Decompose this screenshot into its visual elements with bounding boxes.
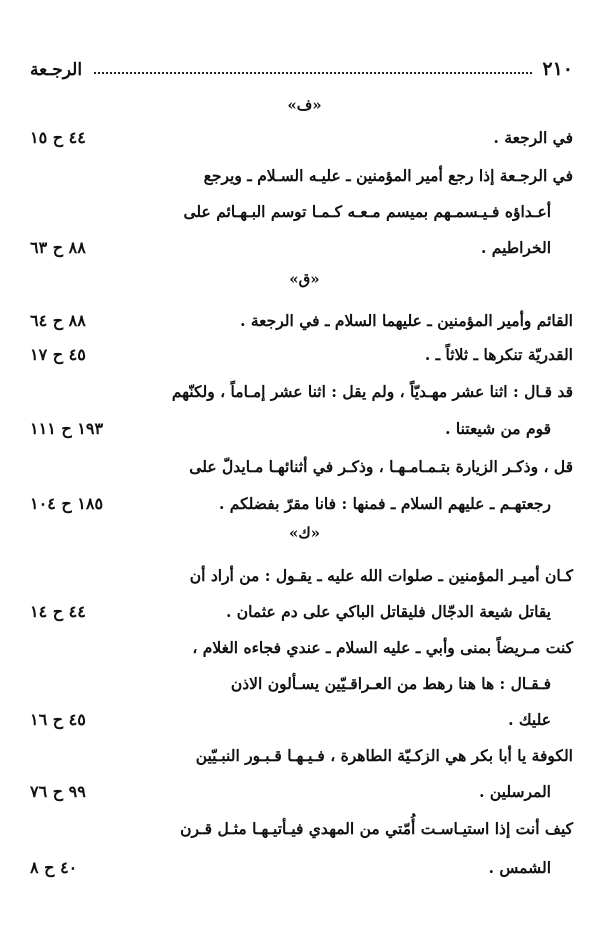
index-line	[30, 305, 573, 335]
entry-text: رجعتهـم ـ عليهم السلام ـ فمنها : فانا مقرّ بفضلكم .	[219, 493, 551, 513]
section-heading-fa: «ف»	[287, 96, 322, 114]
entry-reference: ٤٤ ح ١٥	[30, 127, 86, 147]
index-line	[30, 232, 573, 262]
entry-reference: ٤٥ ح ١٦	[30, 709, 86, 729]
entry-reference: ٤٠ ح ٨	[30, 857, 78, 877]
index-line	[30, 852, 573, 882]
index-line	[30, 632, 573, 662]
entry-text: في الرجعة .	[493, 127, 573, 147]
index-line	[30, 196, 573, 226]
entry-text: الخراطيم .	[480, 237, 551, 257]
entry-reference: ١٨٥ ح ١٠٤	[30, 493, 104, 513]
entry-text: فـقـال : ها هنا رهط من العـراقـيّين يسـألون الاذن	[230, 673, 551, 693]
entry-reference: ٨٨ ح ٦٣	[30, 237, 86, 257]
entry-text: المرسلين .	[479, 781, 551, 801]
entry-text: قوم من شيعتنا .	[445, 418, 551, 438]
index-line	[30, 451, 573, 481]
entry-reference: ٩٩ ح ٧٦	[30, 781, 86, 801]
header-dotted-leader	[94, 72, 532, 74]
entry-reference: ١٩٣ ح ١١١	[30, 418, 104, 438]
index-line	[30, 488, 573, 518]
index-line	[30, 740, 573, 770]
index-line	[30, 160, 573, 190]
index-line	[30, 596, 573, 626]
entry-text: يقاتل شيعة الدجّال فليقاتل الباكي على دم عثمان .	[225, 601, 551, 621]
section-heading-kaf: «ك»	[288, 524, 321, 542]
index-line	[30, 668, 573, 698]
entry-text: الكوفة يا أبا بكر هي الزكـيّة الطاهرة ، فـيـهـا قـبـور النبـيّين	[195, 745, 573, 765]
page-header	[30, 52, 573, 80]
entry-text: أعـداؤه فـيـسمـهم بميسم مـعـه كـمـا توسم البـهـائم على	[183, 201, 551, 221]
entry-reference: ٤٥ ح ١٧	[30, 344, 86, 364]
running-title: الرجـعة	[30, 60, 83, 80]
page-number: ٢١٠	[542, 58, 573, 80]
index-line	[30, 376, 573, 406]
entry-text: كـان أميـر المؤمنين ـ صلوات الله عليه ـ يقـول : من أراد أن	[189, 565, 573, 585]
entry-text: قد قـال : اثنا عشر مهـديّاً ، ولم يقل : اثنا عشر إمـاماً ، ولكنّهم	[171, 381, 573, 401]
entry-text: الشمس .	[488, 857, 551, 877]
index-line	[30, 339, 573, 369]
entry-text: قل ، وذكـر الزيارة بتـمـامـهـا ، وذكـر في أثنائهـا مـايدلّ على	[189, 456, 573, 476]
index-line	[30, 776, 573, 806]
entry-reference: ٤٤ ح ١٤	[30, 601, 86, 621]
index-line	[30, 704, 573, 734]
entry-text: في الرجـعة إذا رجع أمير المؤمنين ـ عليـه السـلام ـ ويرجع	[203, 165, 573, 185]
index-line	[30, 813, 573, 843]
entry-reference: ٨٨ ح ٦٤	[30, 310, 86, 330]
entry-text: القائم وأمير المؤمنين ـ عليهما السلام ـ في الرجعة .	[240, 310, 573, 330]
index-line	[30, 560, 573, 590]
section-heading-qaf: «ق»	[289, 270, 320, 288]
index-line	[30, 122, 573, 152]
entry-text: كنت مـريضاً بمنى وأبي ـ عليه السلام ـ عندي فجاءه الغلام ،	[192, 637, 573, 657]
entry-text: القدريّة تنكرها ـ ثلاثاً ـ .	[424, 344, 573, 364]
index-line	[30, 413, 573, 443]
entry-text: كيف أنت إذا استيـاسـت أُمّتي من المهدي فيـأتيـهـا مثـل قـرن	[180, 818, 573, 838]
entry-text: عليك .	[508, 709, 551, 729]
